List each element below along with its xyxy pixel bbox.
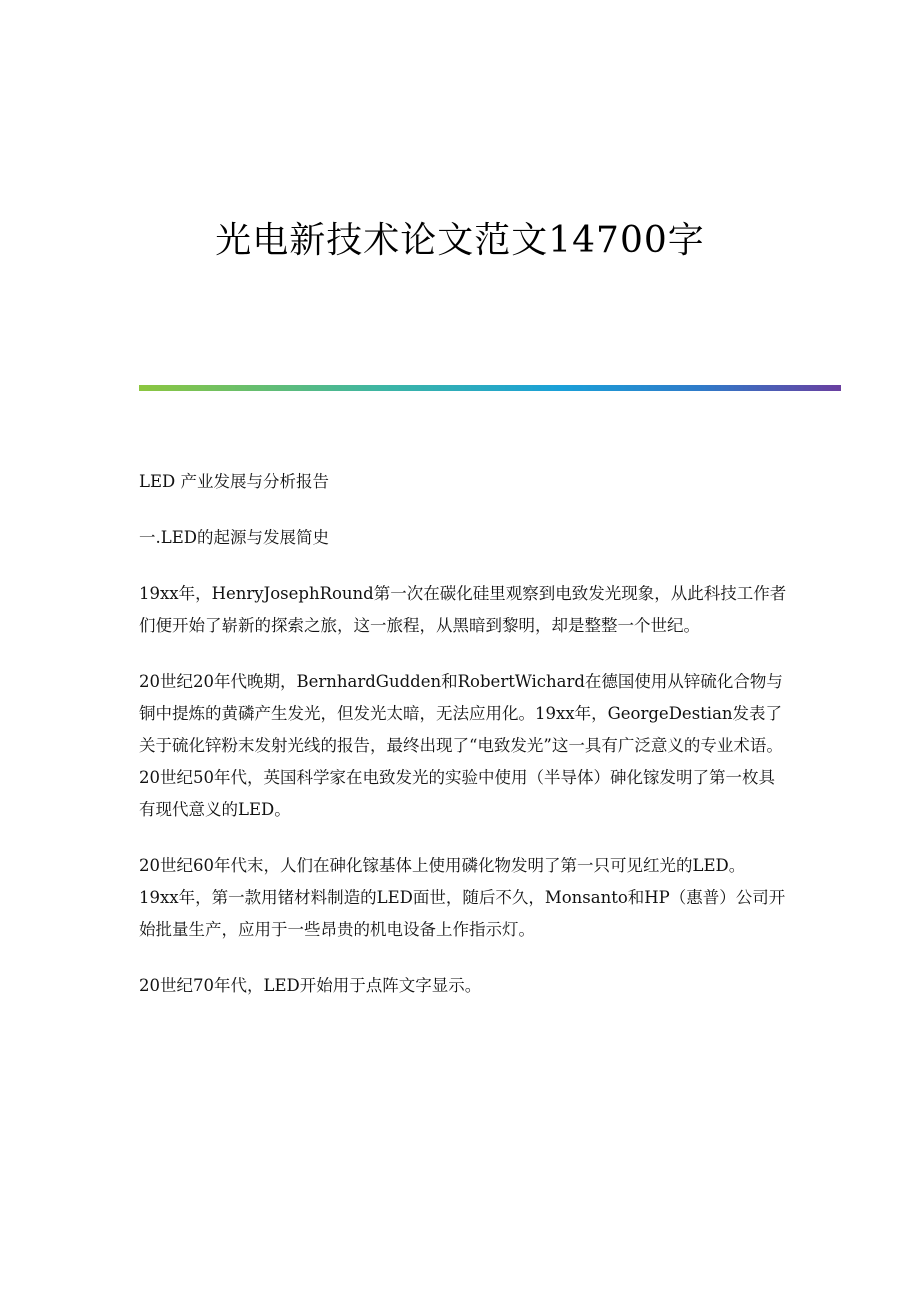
gradient-divider xyxy=(139,385,841,391)
body-paragraph: 20世纪70年代，LED开始用于点阵文字显示。 xyxy=(139,976,482,995)
body-paragraph: 19xx年，HenryJosephRound第一次在碳化硅里观察到电致发光现象，从此科技工作者们便开始了崭新的探索之旅，这一旅程，从黑暗到黎明，却是整整一个世纪。 xyxy=(139,584,787,635)
document-body xyxy=(139,466,789,1026)
subsection-heading: 一.LED的起源与发展简史 xyxy=(139,528,329,547)
body-paragraph: 20世纪60年代末，人们在砷化镓基体上使用磷化物发明了第一只可见红光的LED。 19xx年，第一款用锗材料制造的LED面世，随后不久，Monsanto和HP（惠普）公司开始批量生产，应用于一些昂贵的机电设备上作指示灯。 xyxy=(139,856,786,939)
document-title: 光电新技术论文范文14700字 xyxy=(215,220,705,261)
body-paragraph: 20世纪20年代晚期，BernhardGudden和RobertWichard在德国使用从锌硫化合物与铜中提炼的黄磷产生发光，但发光太暗，无法应用化。19xx年，GeorgeDestian发表了关于硫化锌粉末发射光线的报告，最终出现了“电致发光”这一具有广泛意义的专业术语。 20世纪50年代，英国科学家在电致发光的实验中使用（半导体）砷化镓发明了第一枚具有现代意义的LED。 xyxy=(139,672,783,819)
section-heading: LED 产业发展与分析报告 xyxy=(139,472,329,491)
